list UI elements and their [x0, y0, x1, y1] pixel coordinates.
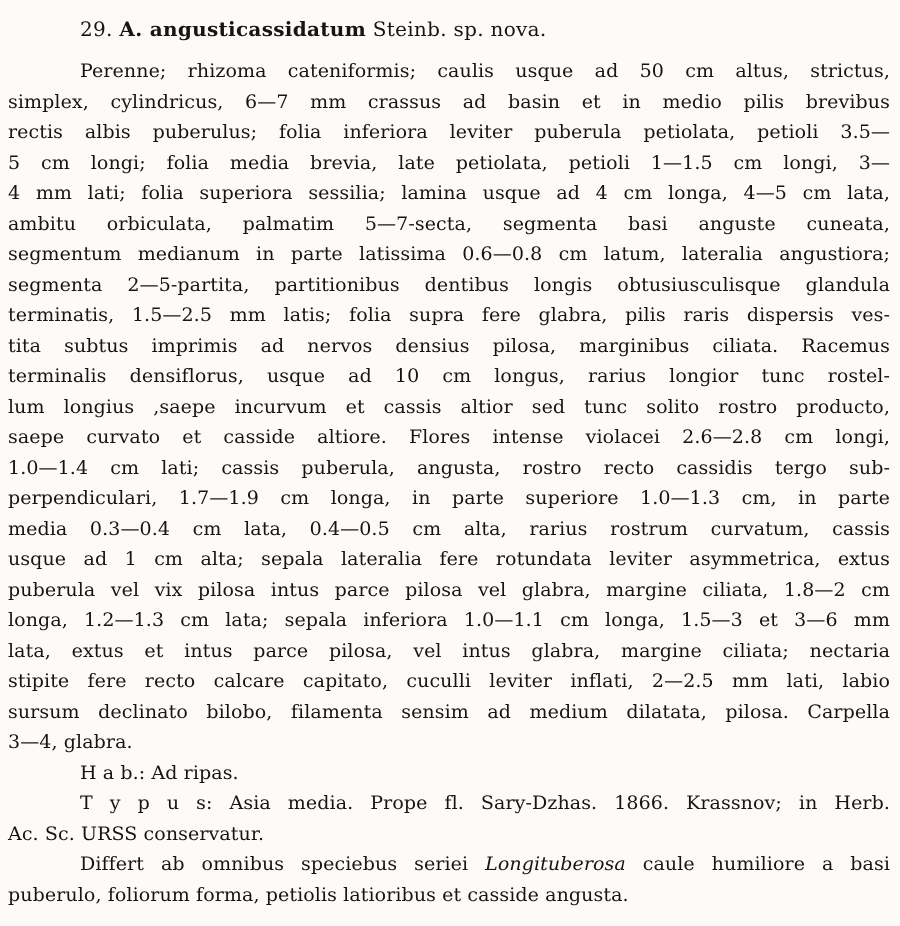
text-line: Ac. Sc. URSS conservatur. — [8, 822, 265, 845]
text-line: 5 cm longi; folia media brevia, late petiolata, petioli 1—1.5 cm longi, 3— — [8, 151, 890, 174]
species-heading — [8, 14, 890, 44]
text-line: ambitu orbiculata, palmatim 5—7-secta, segmenta basi anguste cuneata, — [8, 212, 890, 235]
text-line: tita subtus imprimis ad nervos densius pilosa, marginibus ciliata. Racemus — [8, 334, 890, 357]
text-line: 4 mm lati; folia superiora sessilia; lamina usque ad 4 cm longa, 4—5 cm lata, — [8, 182, 890, 204]
text-line: saepe curvato et casside altiore. Flores intense violacei 2.6—2.8 cm longi, — [8, 426, 890, 448]
text-line: 3—4, glabra. — [8, 731, 133, 753]
text-line: stipite fere recto calcare capitato, cuculli leviter inflati, 2—2.5 mm lati, labio — [8, 670, 890, 692]
habitat-paragraph — [8, 758, 890, 789]
series-name-italic: Longituberosa — [485, 853, 626, 875]
text-line: puberula vel vix pilosa intus parce pilosa vel glabra, margine ciliata, 1.8—2 cm — [8, 578, 890, 601]
differt-text-after: caule humiliore a basi — [625, 853, 890, 875]
text-line — [8, 849, 890, 880]
differt-text-before: Differt ab omnibus speciebus seriei — [80, 853, 486, 875]
text-line: perpendiculari, 1.7—1.9 cm longa, in parte superiore 1.0—1.3 cm, in parte — [8, 487, 890, 509]
species-number: 29. — [80, 17, 113, 41]
text-line: T y p u s: Asia media. Prope fl. Sary-Dzhas. 1866. Krassnov; in Herb. — [80, 792, 890, 814]
text-line: simplex, cylindricus, 6—7 mm crassus ad basin et in medio pilis brevibus — [8, 90, 890, 113]
text-line: 1.0—1.4 cm lati; cassis puberula, angusta, rostro recto cassidis tergo sub- — [8, 456, 890, 479]
text-line: terminatis, 1.5—2.5 mm latis; folia supra fere glabra, pilis raris dispersis ves- — [8, 304, 890, 326]
text-line: puberulo, foliorum forma, petiolis latioribus et casside angusta. — [8, 883, 629, 906]
text-line: usque ad 1 cm alta; sepala lateralia fere rotundata leviter asymmetrica, extus — [8, 548, 890, 570]
text-line: sursum declinato bilobo, filamenta sensim ad medium dilatata, pilosa. Carpella — [8, 700, 890, 723]
description-paragraph — [8, 56, 890, 758]
text-line: lum longius ,saepe incurvum et cassis altior sed tunc solito rostro producto, — [8, 395, 890, 418]
text-line: rectis albis puberulus; folia inferiora leviter puberula petiolata, petioli 3.5— — [8, 121, 890, 143]
text-line: longa, 1.2—1.3 cm lata; sepala inferiora 1.0—1.1 cm longa, 1.5—3 et 3—6 mm — [8, 609, 890, 631]
differt-paragraph — [8, 849, 890, 910]
text-line: media 0.3—0.4 cm lata, 0.4—0.5 cm alta, rarius rostrum curvatum, cassis — [8, 517, 890, 540]
text-line: Perenne; rhizoma cateniformis; caulis usque ad 50 cm altus, strictus, — [80, 60, 890, 82]
species-authority: Steinb. sp. nova. — [372, 17, 547, 41]
text-line: H a b.: Ad ripas. — [80, 761, 239, 784]
typus-paragraph — [8, 788, 890, 849]
text-line: terminalis densiflorus, usque ad 10 cm longus, rarius longior tunc rostel- — [8, 365, 890, 387]
text-line: segmentum medianum in parte latissima 0.6—0.8 cm latum, lateralia angustiora; — [8, 243, 890, 265]
text-line: segmenta 2—5-partita, partitionibus dentibus longis obtusiusculisque glandula — [8, 273, 890, 296]
species-name: A. angusticassidatum — [119, 17, 367, 41]
text-line: lata, extus et intus parce pilosa, vel intus glabra, margine ciliata; nectaria — [8, 639, 890, 662]
